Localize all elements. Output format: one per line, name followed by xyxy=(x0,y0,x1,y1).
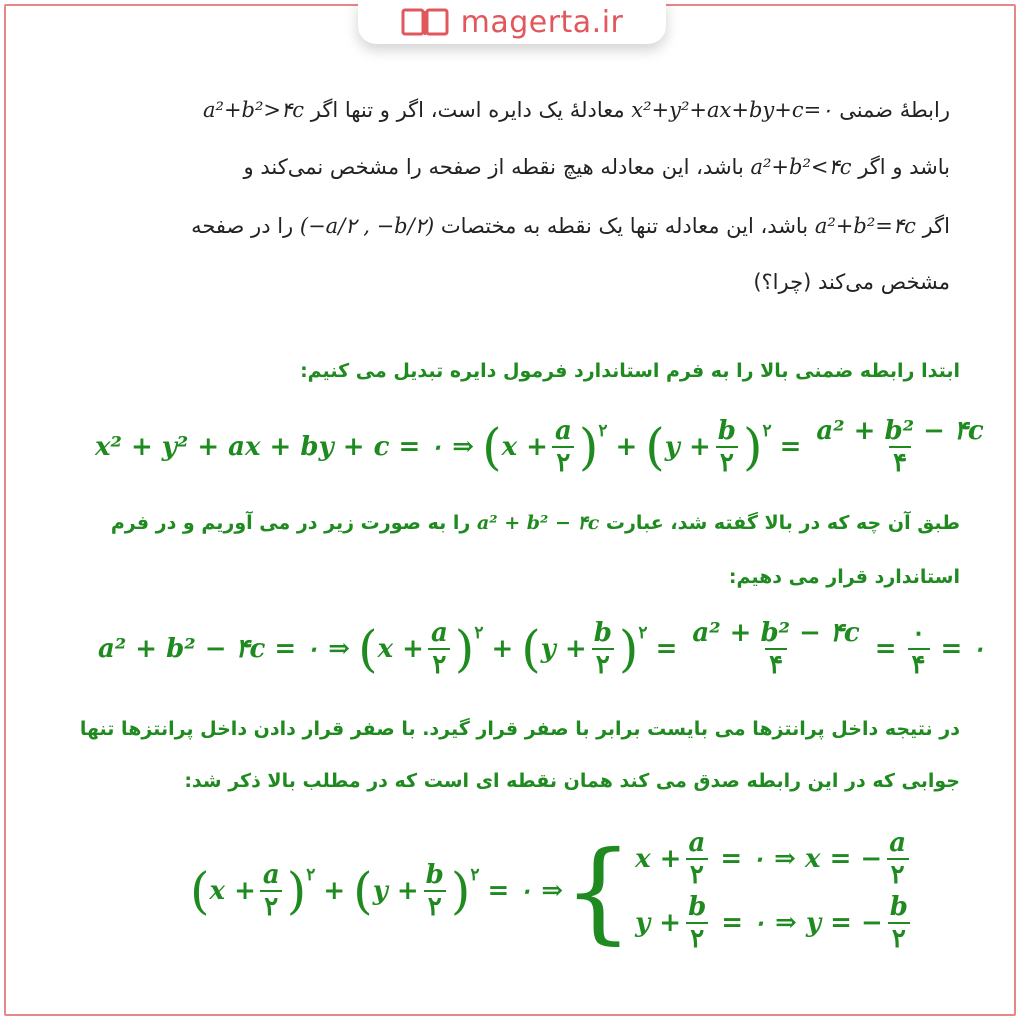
answer-paragraph-1: ابتدا رابطه ضمنی بالا را به فرم استاندارد فرمول دایره تبدیل می کنیم: xyxy=(300,360,960,382)
question-line-1 xyxy=(70,98,950,122)
eq2-fraction: $\frac{\text{a² + b² − ۴c}}{۴}$ xyxy=(692,618,860,680)
question-line-4 xyxy=(70,270,950,294)
book-icon xyxy=(401,7,449,37)
question-text: اگر xyxy=(922,214,950,238)
answer-paragraph-3b: جوابی که در این رابطه صدق می کند همان نقطه ای است که در مطلب بالا ذکر شد: xyxy=(184,770,960,792)
system-brace: { xyxy=(563,827,634,955)
answer-paragraph-2b: استاندارد قرار می دهیم: xyxy=(728,566,960,588)
answer-paragraph-2a: طبق آن چه که در بالا گفته شد، عبارت a² + b² − ۴c را به صورت زیر در می آوریم و در فرم xyxy=(110,512,960,534)
question-text: باشد، این معادله هیچ نقطه از صفحه را مشخص نمی‌کند و xyxy=(243,155,744,179)
implicit-equation: x²+y²+ax+by+c=۰ xyxy=(631,98,833,122)
question-line-3 xyxy=(70,214,950,238)
question-text: باشد و اگر xyxy=(858,155,950,179)
question-text: را در صفحه xyxy=(191,214,294,238)
condition-equal: a²+b²=۴c xyxy=(814,214,916,238)
question-text: مشخص می‌کند (چرا؟) xyxy=(753,270,950,294)
expression: a² + b² − ۴c xyxy=(476,512,600,534)
eq1-fraction: $\frac{\text{a² + b² − ۴c}}{۴}$ xyxy=(816,416,984,478)
condition-less: a²+b²<۴c xyxy=(750,155,852,179)
condition-greater: a²+b²>۴c xyxy=(203,98,305,122)
question-text: معادلهٔ یک دایره است، اگر و تنها اگر xyxy=(310,98,625,122)
question-text: باشد، این معادله تنها یک نقطه به مختصات xyxy=(440,214,809,238)
answer-paragraph-3a: در نتیجه داخل پرانتزها می بایست برابر با صفر قرار گیرد. با صفر قرار دادن داخل پرانتزها تنها xyxy=(79,718,960,740)
equation-system: x + $\frac{a}{۲}$ = ۰ ⇒ x = − $\frac{a}{۲}$ y + $\frac{b}{۲}$ = ۰ ⇒ y = − $\frac{b}{۲}$ xyxy=(635,828,908,954)
eq1-lhs: x² + y² + ax + by + c = ۰ ⇒ xyxy=(95,432,475,462)
brand-name: magerta.ir xyxy=(460,4,624,40)
equation-3: ( x + $\frac{a}{۲}$ ) ۲ + ( y + $\frac{b}{۲}$ ) ۲ = ۰ ⇒ { x + $\frac{a}{۲}$ = ۰ ⇒ x = − $\frac{a}{۲}$ y + $\frac{b}{۲}$ = ۰ ⇒ y = − $\frac{b}{۲}$ xyxy=(190,830,915,952)
equation-2: a² + b² − ۴c = ۰ ⇒ ( x + $\frac{a}{۲}$ ) ۲ + ( y + $\frac{b}{۲}$ ) ۲ = $\frac{\text{a² + b² − ۴c}}{۴}$ = $\frac{۰}{۴}$ = ۰ xyxy=(98,618,986,680)
question-line-2 xyxy=(70,155,950,179)
equation-1: x² + y² + ax + by + c = ۰ ⇒ ( x + $\frac{a}{۲}$ ) ۲ + ( y + $\frac{b}{۲}$ ) ۲ = $\frac{\text{a² + b² − ۴c}}{۴}$ xyxy=(95,418,991,476)
center-point: (−a/۲ , −b/۲) xyxy=(299,214,435,238)
question-text: رابطهٔ ضمنی xyxy=(839,98,950,122)
brand-header[interactable] xyxy=(358,0,666,44)
